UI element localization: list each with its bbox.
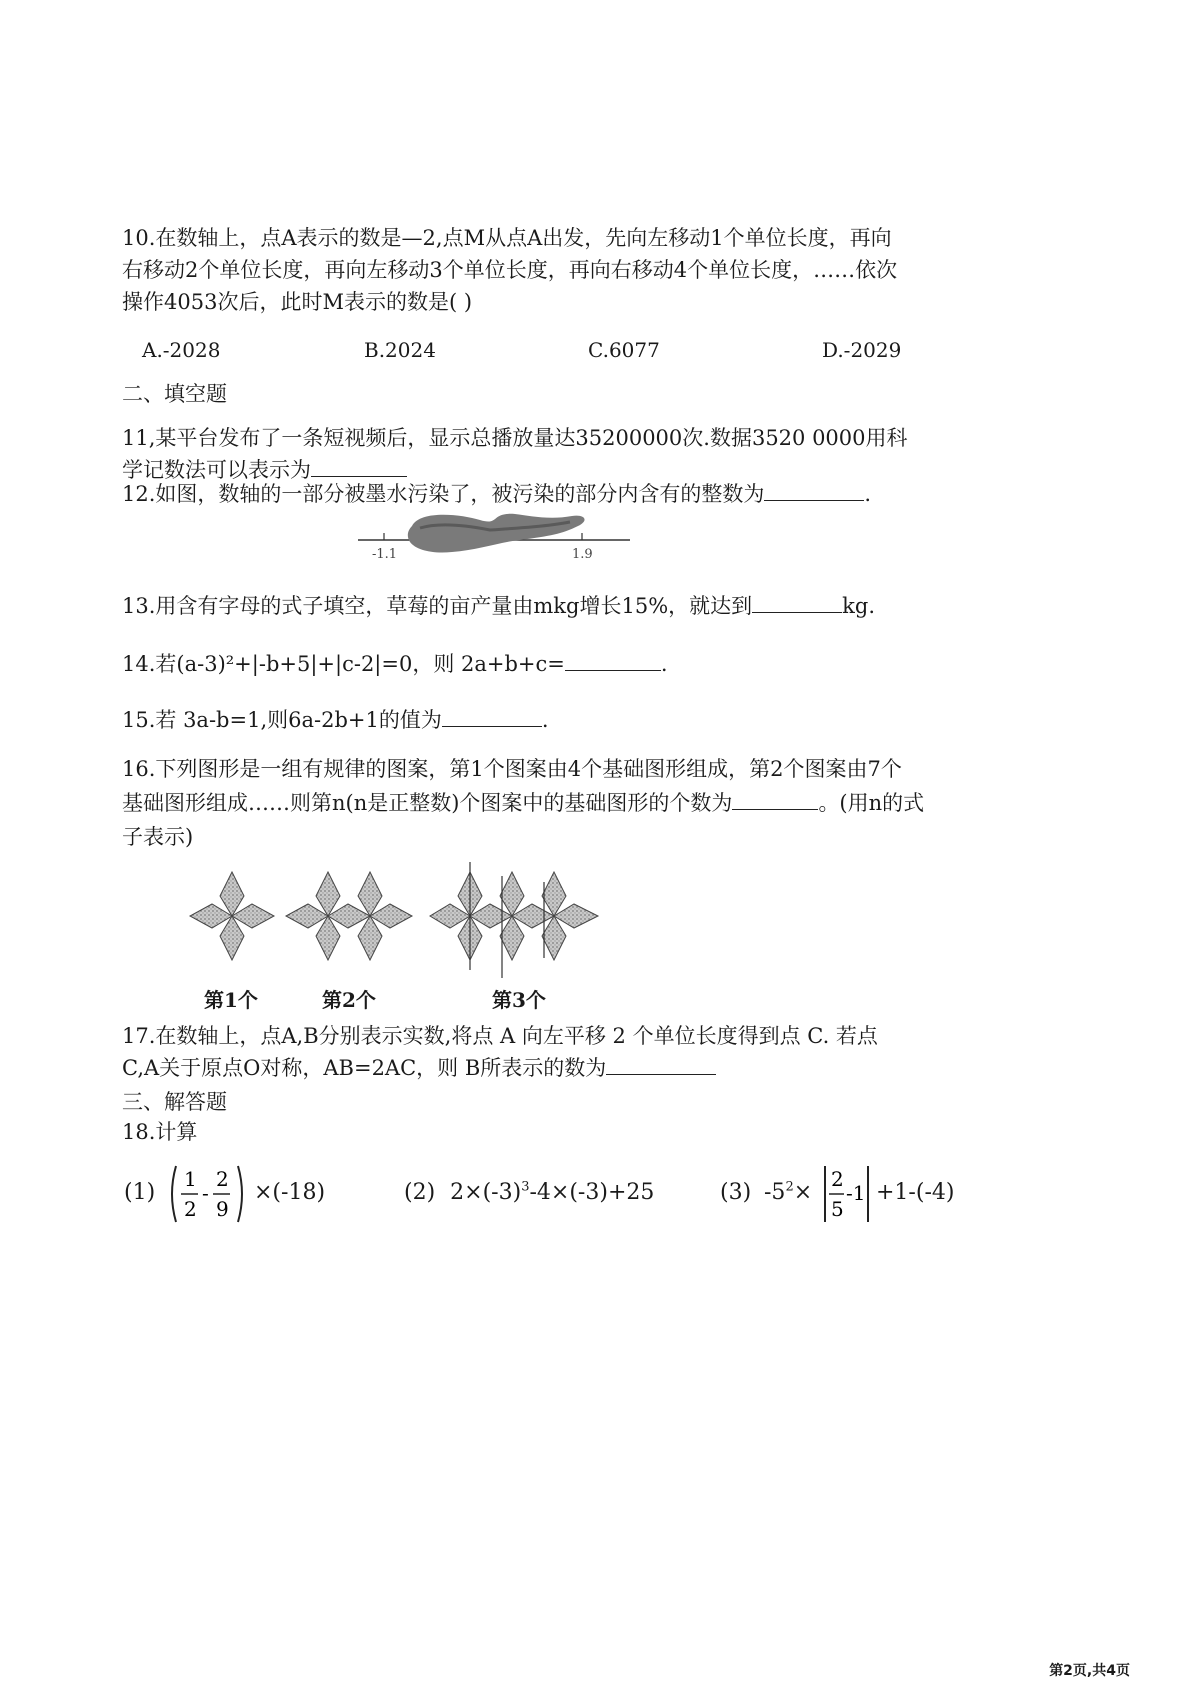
ink-blot — [408, 514, 585, 553]
caption-pattern-3: 第3个 — [492, 988, 546, 1012]
label-right-value: 1.9 — [572, 547, 593, 562]
q11-line-1: 11,某平台发布了一条短视频后，显示总播放量达35200000次.数据3520 0000用科 — [122, 426, 908, 450]
q10-line-2: 右移动2个单位长度，再向左移动3个单位长度，再向右移动4个单位长度，……依次 — [122, 258, 898, 282]
frac-29-den: 9 — [216, 1197, 229, 1221]
left-paren — [172, 1166, 176, 1222]
question-18-title: 18.计算 — [122, 1120, 198, 1144]
q18-part-2-expr-a: 2×(-3) — [450, 1180, 522, 1205]
question-14 — [122, 648, 1082, 680]
q18-part-3-head: -5 — [764, 1180, 786, 1205]
option-b: B.2024 — [364, 338, 436, 362]
q15-answer-blank — [442, 706, 542, 727]
q16-line-1: 16.下列图形是一组有规律的图案，第1个图案由4个基础图形组成，第2个图案由7个 — [122, 757, 902, 781]
q18-part-3 — [720, 1162, 1020, 1228]
q18-part-3-times: × — [793, 1180, 813, 1205]
option-a: A.-2028 — [142, 338, 221, 362]
q17-line-1: 17.在数轴上，点A,B分别表示实数,将点 A 向左平移 2 个单位长度得到点 C. 若点 — [122, 1024, 878, 1048]
q13-unit: kg. — [842, 594, 875, 618]
q11-answer-blank — [311, 456, 407, 477]
frac-half-den: 2 — [184, 1197, 197, 1221]
q11-line-2: 学记数法可以表示为 — [122, 458, 311, 482]
q18-part-2 — [404, 1180, 694, 1214]
q18-part-1-tail: ×(-18) — [254, 1180, 326, 1205]
label-left-value: -1.1 — [372, 547, 398, 562]
question-15 — [122, 704, 1082, 736]
q15-text: 15.若 3a-b=1,则6a-2b+1的值为 — [122, 708, 442, 732]
q12-answer-blank — [764, 480, 864, 501]
right-paren — [238, 1166, 242, 1222]
minus-sign: - — [202, 1181, 209, 1205]
q18-part-3-exponent: 2 — [785, 1179, 794, 1195]
q18-part-1-label: (1) — [124, 1180, 156, 1205]
q17-answer-blank — [606, 1054, 716, 1075]
q10-options — [142, 338, 1042, 368]
question-16 — [122, 752, 1082, 854]
question-11 — [122, 422, 1082, 486]
q18-part-3-tail: +1-(-4) — [876, 1180, 955, 1205]
q12-end: . — [864, 482, 872, 506]
q14-end: . — [660, 652, 668, 676]
question-10 — [122, 222, 1082, 318]
q14-text: 14.若(a-3)²+|-b+5|+|c-2|=0，则 2a+b+c= — [122, 652, 565, 676]
q18-part-1 — [124, 1162, 424, 1228]
pattern-1 — [190, 872, 274, 960]
q14-answer-blank — [565, 650, 661, 671]
q18-part-1-fraction-expression — [168, 1162, 254, 1226]
page-number-footer: 第2页,共4页 — [1049, 1663, 1130, 1679]
section-3-heading: 三、解答题 — [122, 1090, 227, 1114]
option-d: D.-2029 — [822, 338, 902, 362]
frac-25-den: 5 — [831, 1197, 844, 1221]
question-17 — [122, 1020, 1082, 1084]
pattern-2 — [286, 872, 412, 960]
q18-part-2-expr-b: -4×(-3)+25 — [529, 1180, 655, 1205]
q18-part-3-label: (3) — [720, 1180, 752, 1205]
q15-end: . — [541, 708, 549, 732]
abs-minus-one: -1 — [846, 1181, 866, 1205]
caption-pattern-1: 第1个 — [204, 988, 258, 1012]
caption-pattern-2: 第2个 — [322, 988, 376, 1012]
q16-line-2: 基础图形组成……则第n(n是正整数)个图案中的基础图形的个数为 — [122, 791, 733, 815]
q13-text: 13.用含有字母的式子填空，草莓的亩产量由mkg增长15%，就达到 — [122, 594, 753, 618]
q18-part-3-abs-expression — [822, 1162, 872, 1226]
pattern-figure — [180, 858, 610, 980]
frac-25-num: 2 — [831, 1167, 844, 1191]
section-2-heading: 二、填空题 — [122, 382, 227, 406]
option-c: C.6077 — [588, 338, 660, 362]
q18-part-2-label: (2) — [404, 1180, 436, 1205]
inked-number-line-figure — [350, 506, 640, 564]
q10-line-1: 10.在数轴上，点A表示的数是—2,点M从点A出发，先向左移动1个单位长度，再向 — [122, 226, 892, 250]
q12-text: 12.如图，数轴的一部分被墨水污染了，被污染的部分内含有的整数为 — [122, 482, 765, 506]
q16-line-2-tail: 。(用n的式 — [818, 791, 925, 815]
q10-line-3: 操作4053次后，此时M表示的数是( ) — [122, 290, 473, 314]
q18-part-2-exponent: 3 — [521, 1179, 530, 1195]
pattern-3 — [430, 872, 598, 960]
q16-line-3: 子表示) — [122, 825, 194, 849]
frac-29-num: 2 — [216, 1167, 229, 1191]
q17-line-2: C,A关于原点O对称，AB=2AC，则 B所表示的数为 — [122, 1056, 607, 1080]
frac-half-num: 1 — [184, 1167, 197, 1191]
q16-answer-blank — [732, 789, 818, 810]
question-13 — [122, 590, 1082, 622]
q13-answer-blank — [752, 592, 842, 613]
